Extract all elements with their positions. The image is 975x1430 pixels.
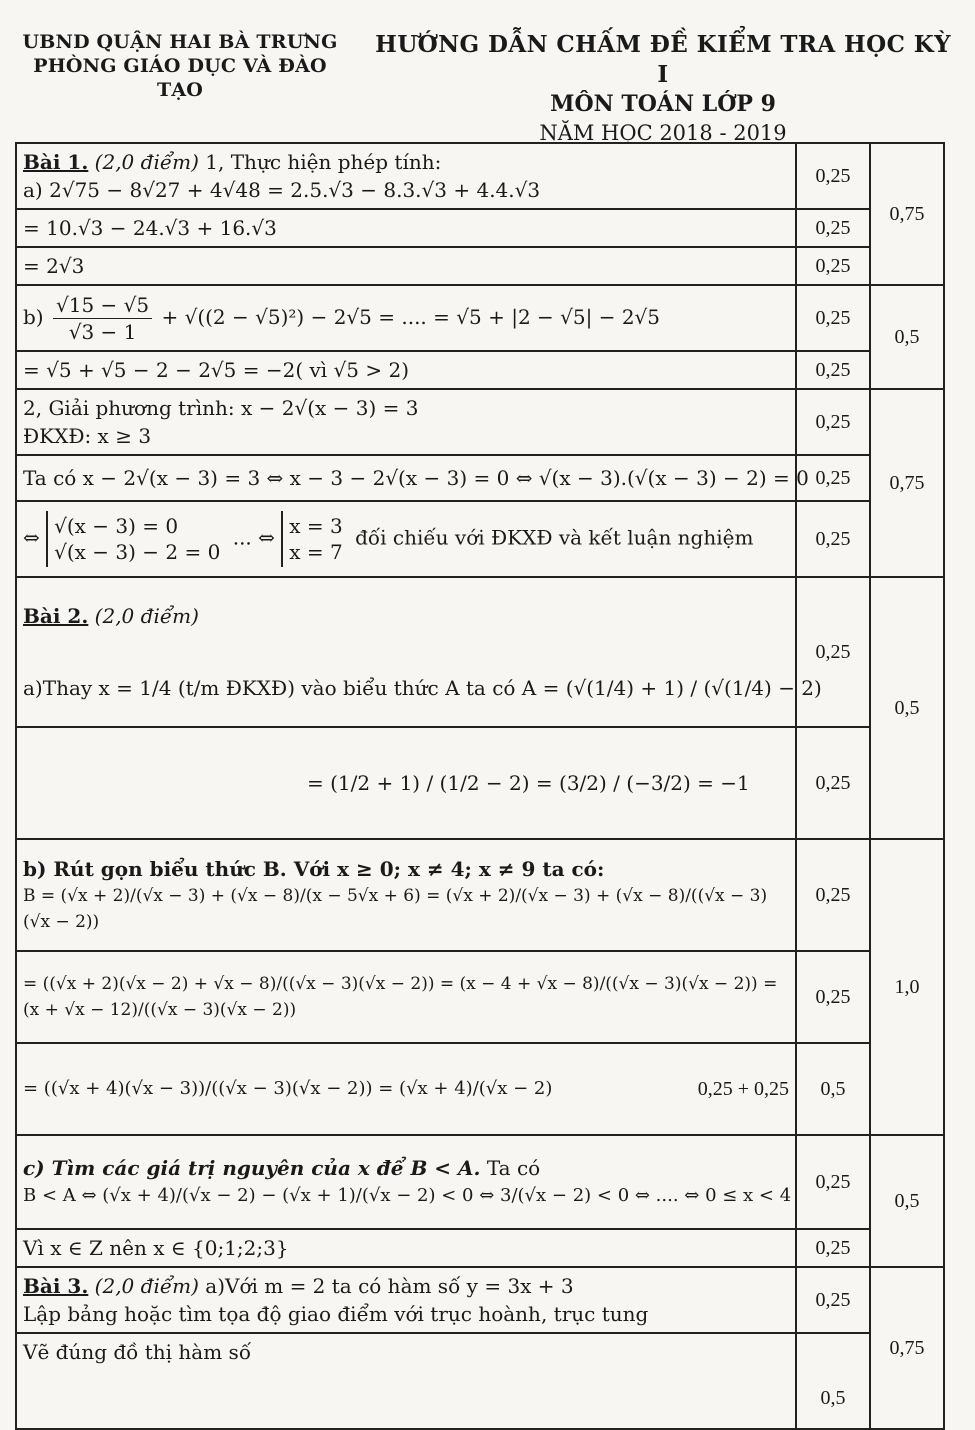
bai2-c-text: c) Tìm các giá trị nguyên của x để B < A. (23, 1156, 481, 1180)
table-row (16, 143, 944, 209)
case-1: √(x − 3) = 0 (54, 514, 179, 538)
score-cell: 0,25 (796, 209, 870, 247)
score-cell: 0,25 (796, 285, 870, 351)
score-cell: 0,25 (796, 1135, 870, 1229)
score-cell: 0,25 (796, 455, 870, 501)
bai3-a-cell (16, 1267, 796, 1333)
bai1-points: (2,0 điểm) (94, 150, 199, 174)
total-cell: 0,75 (870, 389, 944, 577)
bai2-b-line3-cell (16, 1043, 796, 1135)
bai3-points: (2,0 điểm) (94, 1274, 199, 1298)
org-line-1: UBND QUẬN HAI BÀ TRƯNG (22, 31, 338, 53)
bai1-b-line1: + √((2 − √5)²) − 2√5 = .... = √5 + |2 − √5| − 2√5 (161, 304, 661, 329)
issuer-block (10, 30, 350, 102)
bai1-eq-line: Ta có x − 2√(x − 3) = 3 ⇔ x − 3 − 2√(x − 3) = 0 ⇔ √(x − 3).(√(x − 3) − 2) = 0 (16, 455, 796, 501)
bai2-c-cell (16, 1135, 796, 1229)
bai1-a-label: a) (23, 178, 43, 202)
grading-table (15, 142, 945, 1430)
table-row (16, 577, 944, 727)
bai2-b-line1: B = (√x + 2)/(√x − 3) + (√x − 8)/(x − 5√x + 6) = (√x + 2)/(√x − 3) + (√x − 8)/((√x − 3)(√x − 2)) (23, 886, 768, 932)
case-bracket (46, 511, 226, 567)
bai2-b-line3: = ((√x + 4)(√x − 3))/((√x − 3)(√x − 2)) = (√x + 4)/(√x − 2) (23, 1078, 553, 1099)
table-row (16, 351, 944, 389)
bai1-dkxd: ĐKXĐ: x ≥ 3 (23, 424, 152, 448)
table-row (16, 247, 944, 285)
total-cell: 0,5 (870, 1135, 944, 1267)
score-cell: 0,25 (796, 501, 870, 577)
score-cell: 0,25 (796, 351, 870, 389)
total-cell: 0,75 (870, 1267, 944, 1429)
bai1-b-line2: = √5 + √5 − 2 − 2√5 = −2( vì √5 > 2) (16, 351, 796, 389)
solution-bracket (281, 511, 348, 567)
bai2-points: (2,0 điểm) (94, 604, 199, 628)
solution-2: x = 7 (289, 540, 343, 564)
bai3-a-text: a)Với m = 2 ta có hàm số y = 3x + 3 (205, 1274, 574, 1298)
table-row (16, 389, 944, 455)
bai2-b-text: b) Rút gọn biểu thức B. Với x ≥ 0; x ≠ 4; x ≠ 9 ta có: (23, 857, 605, 881)
bai2-b-cell (16, 839, 796, 951)
score-cell: 0,25 (796, 1229, 870, 1267)
table-row (16, 1333, 944, 1429)
table-row (16, 455, 944, 501)
score-cell: 0,5 (796, 1333, 870, 1429)
total-cell: 0,5 (870, 577, 944, 839)
score-cell: 0,25 (796, 247, 870, 285)
doc-title: HƯỚNG DẪN CHẤM ĐỀ KIỂM TRA HỌC KỲ I (375, 31, 951, 88)
bai1-b-cell (16, 285, 796, 351)
table-row (16, 951, 944, 1043)
bai1-heading: Bài 1. (23, 150, 89, 174)
table-row (16, 209, 944, 247)
score-cell: 0,25 (796, 143, 870, 209)
total-cell: 0,75 (870, 143, 944, 285)
bai2-b-line3-note: 0,25 + 0,25 (697, 1078, 789, 1100)
table-row (16, 285, 944, 351)
bai2-b-line2: = ((√x + 2)(√x − 2) + √x − 8)/((√x − 3)(√x − 2)) = (x − 4 + √x − 8)/((√x − 3)(√x − 2)) = (x + √x − 12)/((√x − 3)(√x − 2)) (16, 951, 796, 1043)
bai1-a-cell (16, 143, 796, 209)
solution-1: x = 3 (289, 514, 343, 538)
table-row (16, 727, 944, 839)
bai1-cases-cell: ⇔ √(x − 3) = 0 √(x − 3) − 2 = 0 ... ⇔ x = 3 x = 7 đối chiếu với ĐKXĐ và kết luận nghiệm (16, 501, 796, 577)
score-cell: 0,25 (796, 1267, 870, 1333)
score-cell: 0,25 (796, 577, 870, 727)
total-cell: 0,5 (870, 285, 944, 389)
bai3-heading: Bài 3. (23, 1274, 89, 1298)
bai1-part2-cell (16, 389, 796, 455)
table-row (16, 1135, 944, 1229)
bai2-c-line: B < A ⇔ (√x + 4)/(√x − 2) − (√x + 1)/(√x − 2) < 0 ⇔ 3/(√x − 2) < 0 ⇔ .... ⇔ 0 ≤ x < 4 (23, 1185, 792, 1206)
score-cell: 0,5 (796, 1043, 870, 1135)
bai3-a-line3: Vẽ đúng đồ thị hàm số (16, 1333, 796, 1429)
score-cell: 0,25 (796, 727, 870, 839)
table-row (16, 501, 944, 577)
bai1-part1: 1, Thực hiện phép tính: (205, 150, 442, 174)
org-line-2: PHÒNG GIÁO DỤC VÀ ĐÀO TẠO (33, 55, 327, 101)
subject-title: MÔN TOÁN LỚP 9 (550, 91, 776, 117)
bai1-a-line2: = 10.√3 − 24.√3 + 16.√3 (16, 209, 796, 247)
case-2: √(x − 3) − 2 = 0 (54, 540, 221, 564)
table-row (16, 1267, 944, 1333)
score-cell: 0,25 (796, 389, 870, 455)
bai3-a-line2: Lập bảng hoặc tìm tọa độ giao điểm với trục hoành, trục tung (23, 1302, 649, 1326)
total-cell: 1,0 (870, 839, 944, 1135)
bai1-conclude: đối chiếu với ĐKXĐ và kết luận nghiệm (355, 525, 754, 550)
bai2-a-cell (16, 577, 822, 727)
score-cell: 0,25 (796, 951, 870, 1043)
fraction-denominator: √3 − 1 (68, 319, 137, 344)
school-year: NĂM HỌC 2018 - 2019 (539, 121, 787, 145)
bai2-a-calc: = (1/2 + 1) / (1/2 − 2) = (3/2) / (−3/2) = −1 (16, 727, 796, 839)
bai2-c-line2: Vì x ∈ Z nên x ∈ {0;1;2;3} (16, 1229, 796, 1267)
bai2-a-text: a)Thay x = 1/4 (t/m ĐKXĐ) vào biểu thức A ta có A = (√(1/4) + 1) / (√(1/4) − 2) (23, 676, 822, 700)
score-cell: 0,25 (796, 839, 870, 951)
bai1-b-fraction (53, 292, 152, 345)
bai2-heading: Bài 2. (23, 604, 89, 628)
bai1-a-line3: = 2√3 (16, 247, 796, 285)
bai1-a-line1: 2√75 − 8√27 + 4√48 = 2.5.√3 − 8.3.√3 + 4.4.√3 (49, 178, 541, 202)
fraction-numerator: √15 − √5 (53, 292, 152, 319)
table-row (16, 839, 944, 951)
title-block (368, 30, 958, 148)
bai1-part2: 2, Giải phương trình: x − 2√(x − 3) = 3 (23, 396, 419, 420)
bai2-c-taco: Ta có (486, 1156, 541, 1180)
table-row (16, 1229, 944, 1267)
table-row (16, 1043, 944, 1135)
bai1-b-label: b) (23, 304, 44, 329)
